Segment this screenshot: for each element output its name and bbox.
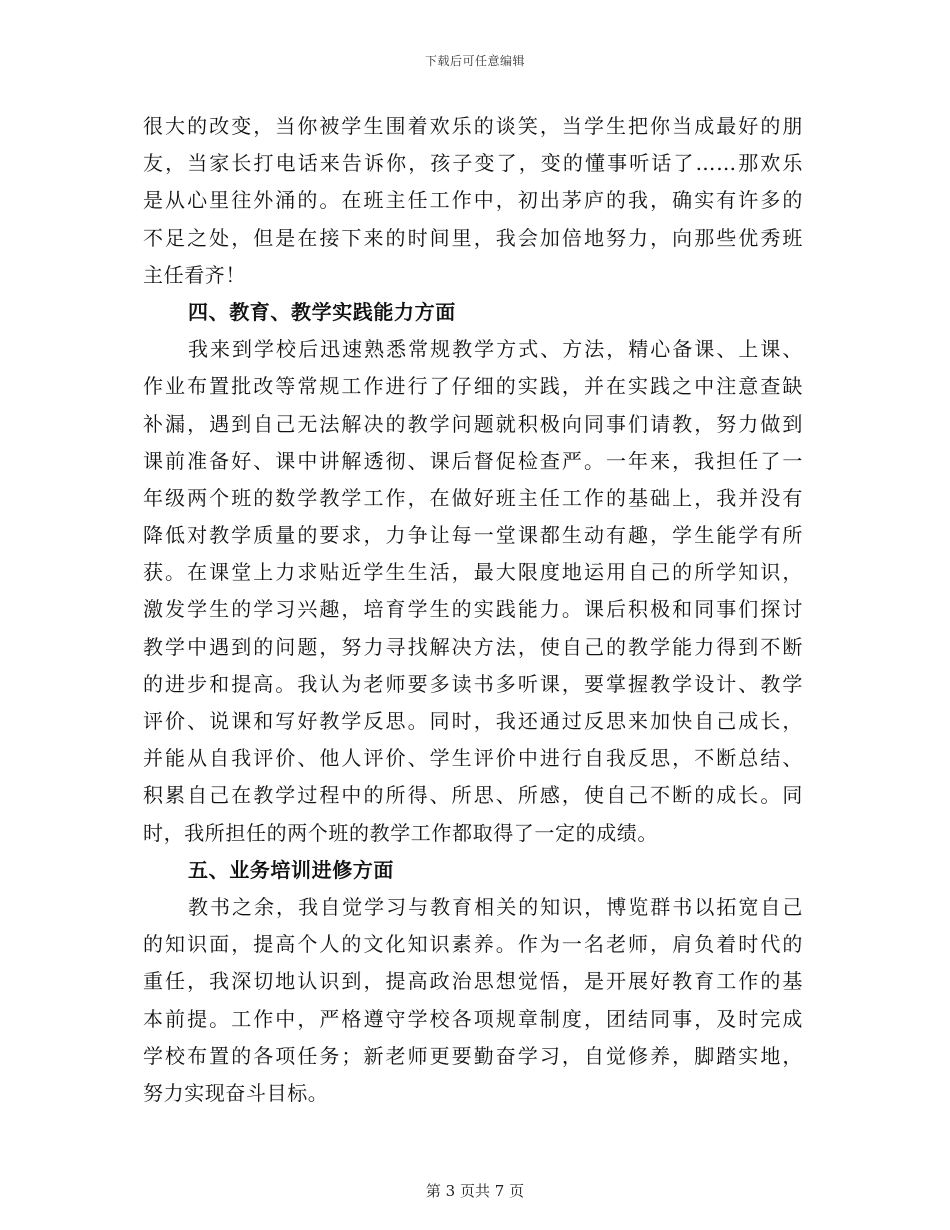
text-line: 学校布置的各项任务；新老师更要勤奋学习，自觉修养，脚踏实地， [143, 1043, 803, 1068]
page-header: 下载后可任意编辑 [424, 54, 525, 68]
text-line: 积累自己在教学过程中的所得、所思、所感，使自己不断的成长。同 [143, 783, 803, 808]
text-line: 降低对教学质量的要求，力争让每一堂课都生动有趣，学生能学有所 [143, 523, 803, 548]
text-line: 评价、说课和写好教学反思。同时，我还通过反思来加快自己成长， [143, 709, 803, 733]
paragraph [143, 889, 803, 1112]
text-line: 课前准备好、课中讲解透彻、课后督促检查严。一年来，我担任了一 [143, 448, 803, 473]
text-line: 主任看齐！ [143, 262, 246, 287]
text-line: 的进步和提高。我认为老师要多读书多听课，要掌握教学设计、教学 [143, 671, 803, 696]
text-line: 年级两个班的数学教学工作，在做好班主任工作的基础上，我并没有 [143, 485, 803, 510]
text-line: 获。在课堂上力求贴近学生生活，最大限度地运用自己的所学知识， [143, 560, 803, 585]
text-line: 激发学生的学习兴趣，培育学生的实践能力。课后积极和同事们探讨 [143, 597, 803, 622]
text-line: 很大的改变，当你被学生围着欢乐的谈笑，当学生把你当成最好的朋 [143, 114, 803, 138]
text-line: 努力实现奋斗目标。 [143, 1080, 329, 1105]
text-line: 并能从自我评价、他人评价、学生评价中进行自我反思，不断总结、 [143, 746, 803, 771]
text-line: 友，当家长打电话来告诉你，孩子变了，变的懂事听话了……那欢乐 [143, 151, 803, 176]
section-heading: 四、教育、教学实践能力方面 [188, 299, 456, 324]
text-line: 我来到学校后迅速熟悉常规教学方式、方法，精心备课、上课、 [188, 337, 803, 362]
text-line: 时，我所担任的两个班的教学工作都取得了一定的成绩。 [143, 820, 658, 845]
text-line: 不足之处，但是在接下来的时间里，我会加倍地努力，向那些优秀班 [143, 225, 803, 250]
text-line: 的知识面，提高个人的文化知识素养。作为一名老师，肩负着时代的 [143, 932, 803, 957]
section-heading: 五、业务培训进修方面 [188, 857, 394, 882]
document-body [143, 108, 803, 1112]
text-line: 作业布置批改等常规工作进行了仔细的实践，并在实践之中注意查缺 [143, 374, 803, 399]
paragraph [143, 108, 803, 294]
text-line: 教书之余，我自觉学习与教育相关的知识，博览群书以拓宽自己 [188, 894, 803, 919]
text-line: 是从心里往外涌的。在班主任工作中，初出茅庐的我，确实有许多的 [143, 188, 803, 213]
text-line: 补漏，遇到自己无法解决的教学问题就积极向同事们请教，努力做到 [143, 411, 803, 436]
text-line: 教学中遇到的问题，努力寻找解决方法，使自己的教学能力得到不断 [143, 634, 803, 659]
page-number: 第 3 页共 7 页 [425, 1182, 525, 1200]
text-line: 重任，我深切地认识到，提高政治思想觉悟，是开展好教育工作的基 [143, 969, 803, 994]
paragraph [143, 331, 803, 852]
text-line: 本前提。工作中，严格遵守学校各项规章制度，团结同事，及时完成 [143, 1006, 803, 1031]
